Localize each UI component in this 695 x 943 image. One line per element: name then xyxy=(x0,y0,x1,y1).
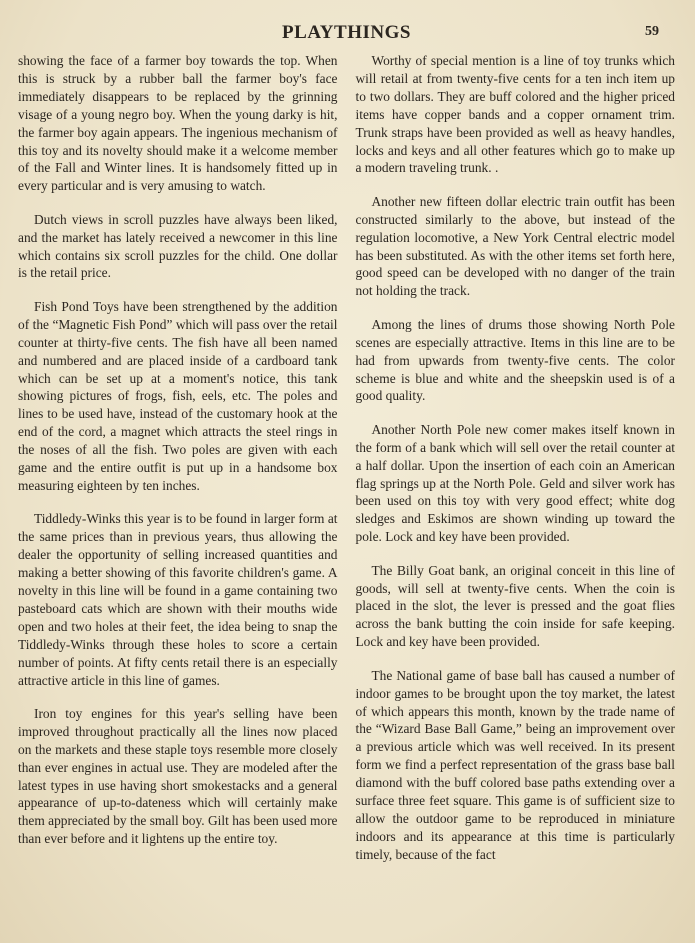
paragraph-north-pole-bank: Another North Pole new comer makes itself known in the form of a bank which will sell over the retail counter at a half dollar. Upon the insertion of each coin an American flag springs up at the North Pole. Geld and silver work has been used on this toy with very good effect; white dog sledges and Eskimos are shown winding up toward the pole. Lock and key have been provided. xyxy=(355,421,675,545)
paragraph-billy-goat-bank: The Billy Goat bank, an original conceit in this line of goods, will sell at twenty-five cents. When the coin is placed in the slot, the lever is pressed and the goat flies across the bank butting the coin inside for safe keeping. Lock and key have been provided. xyxy=(355,562,675,650)
paragraph-farmer-boy-toy: showing the face of a farmer boy towards the top. When this is struck by a rubber ball the farmer boy's face immediately disappears to be replaced by the grinning visage of a young negro boy. When the young darky is hit, the farmer boy again appears. The ingenious mechanism of this toy and its novelty should make it a welcome member of the Fall and Winter lines. It is handsomely fitted up in every particular and is very amusing to watch. xyxy=(18,53,338,194)
right-column xyxy=(356,52,676,879)
paragraph-north-pole-drums: Among the lines of drums those showing North Pole scenes are especially attractive. Items in this line are to be had from upwards from twenty-five cents. The color scheme is blue and white and the sheepskin used is of a good quality. xyxy=(355,316,675,404)
paragraph-tiddledy-winks: Tiddledy-Winks this year is to be found in larger form at the same prices than in previous years, thus allowing the dealer the opportunity of selling increased quantities and making a better showing of this favorite children's game. A novelty in this line will be found in a game containing two pasteboard cats which are shown with their mouths wide open and two holes at their feet, the idea being to snap the Tiddledy-Winks through these holes to score a certain number of points. At fifty cents retail there is an especially attractive article in this line of games. xyxy=(18,511,338,688)
left-column xyxy=(18,52,338,879)
paragraph-wizard-base-ball: The National game of base ball has caused a number of indoor games to be brought upon the toy market, the latest of which appears this month, known by the trade name of the “Wizard Base Ball Game,” being an improvement over a previous article which was well received. In its present form we find a perfect representation of the grass base ball diamond with the buff colored base paths extending over a surface three feet square. This game is of sufficient size to allow the outdoor game to be reproduced in miniature indoors and its appearance at this time is particularly timely, because of the fact xyxy=(355,667,675,862)
page-header xyxy=(18,22,675,52)
page-title: PLAYTHINGS xyxy=(282,22,411,43)
paragraph-magnetic-fish-pond: Fish Pond Toys have been strengthened by the addition of the “Magnetic Fish Pond” which will pass over the retail counter at thirty-five cents. The fish have all been named and numbered and are placed inside of a cardboard tank which can be set up at a moment's notice, this tank showing pictures of frogs, fish, eels, etc. The poles and lines to be used have, instead of the customary hook at the end of the cord, a magnet which attracts the steel rings in the noses of all the fish. Two poles are given with each game and the entire outfit is put up in a handsome box measuring eighteen by ten inches. xyxy=(18,298,338,493)
paragraph-electric-train: Another new fifteen dollar electric train outfit has been constructed similarly to the above, but instead of the regulation locomotive, a New York Central electric model has been substituted. As with the other items set forth here, good speed can be developed with no danger of the train not holding the track. xyxy=(355,193,675,299)
paragraph-iron-toy-engines: Iron toy engines for this year's selling have been improved throughout practically all the lines now placed on the markets and these staple toys resemble more closely than ever engines in actual use. They are modeled after the latest types in use having short smokestacks and a general appearance of up-to-dateness which will certainly make them appreciated by the small boy. Gilt has been used more than ever before and it lightens up the entire toy. xyxy=(18,705,338,847)
page-number: 59 xyxy=(645,24,659,39)
paragraph-dutch-scroll-puzzles: Dutch views in scroll puzzles have always been liked, and the market has lately received a newcomer in this line which contains six scroll puzzles for the child. One dollar is the retail price. xyxy=(18,211,338,281)
article-columns xyxy=(18,52,675,879)
paragraph-toy-trunks: Worthy of special mention is a line of toy trunks which will retail at from twenty-five cents for a ten inch item up to two dollars. They are buff colored and the higher priced items have copper bands and a copper ornament trim. Trunk straps have been provided as well as heavy handles, locks and keys and all other features which go to make up a modern traveling trunk. . xyxy=(355,53,675,176)
